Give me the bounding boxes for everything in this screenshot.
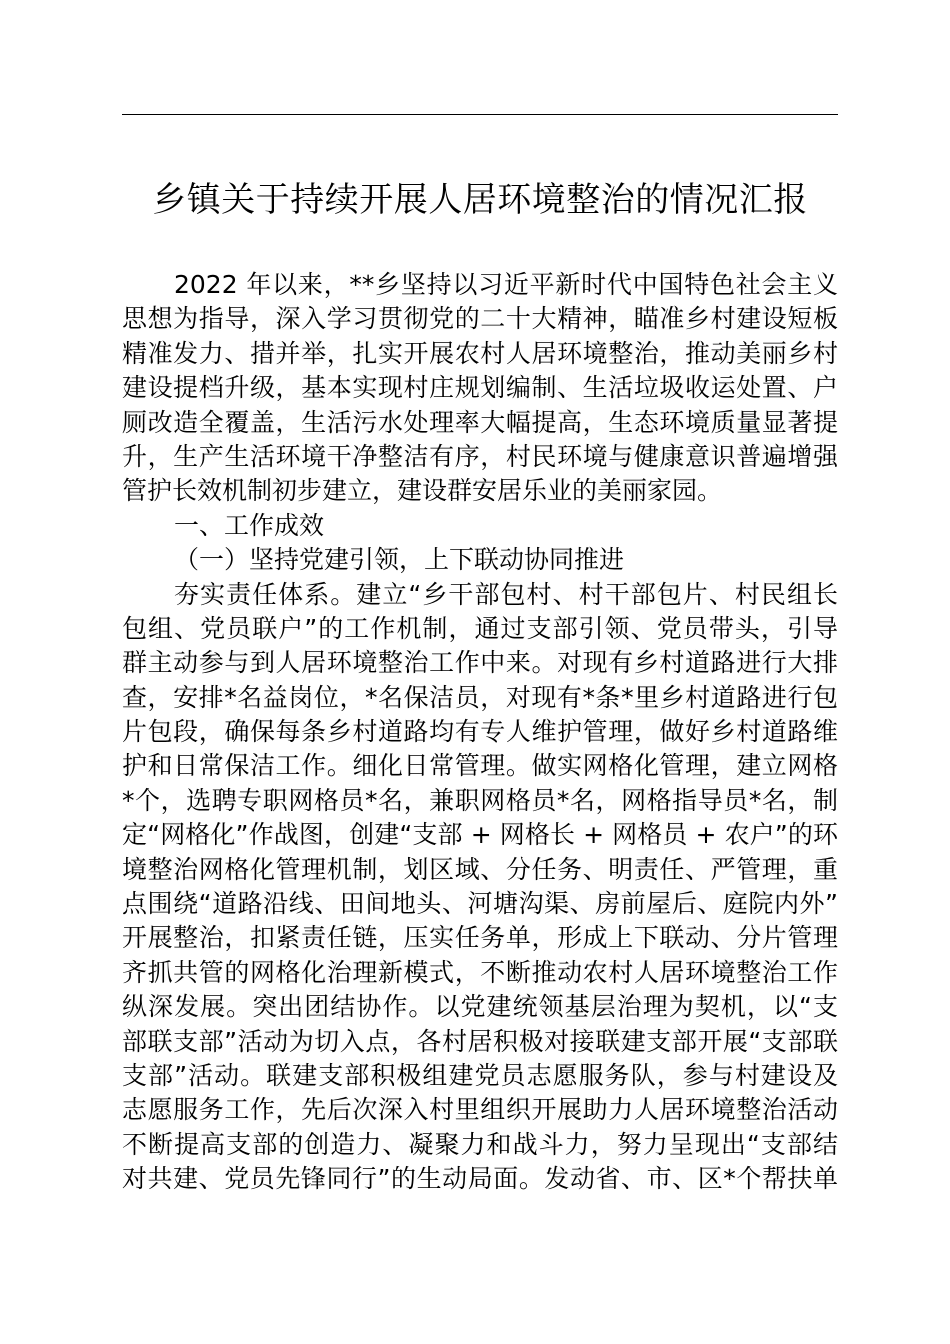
body-line: 纵深发展。突出团结协作。以党建统领基层治理为契机，以“支 bbox=[122, 992, 838, 1022]
body-line: *个，选聘专职网格员*名，兼职网格员*名，网格指导员*名，制 bbox=[122, 785, 838, 815]
body-line: 2022 年以来，**乡坚持以习近平新时代中国特色社会主义 bbox=[174, 270, 838, 299]
body-line: 不断提高支部的创造力、凝聚力和战斗力，努力呈现出“支部结 bbox=[122, 1129, 838, 1159]
document-body bbox=[122, 268, 838, 1197]
body-line: 片包段，确保每条乡村道路均有专人维护管理，做好乡村道路维 bbox=[122, 717, 838, 747]
body-line: 建设提档升级，基本实现村庄规划编制、生活垃圾收运处置、户 bbox=[122, 373, 838, 403]
body-line: 开展整治，扣紧责任链，压实任务单，形成上下联动、分片管理 bbox=[122, 923, 838, 953]
body-line: 查，安排*名益岗位，*名保洁员，对现有*条*里乡村道路进行包 bbox=[122, 682, 838, 712]
body-line: 厕改造全覆盖，生活污水处理率大幅提高，生态环境质量显著提 bbox=[122, 407, 838, 437]
body-line: 护和日常保洁工作。细化日常管理。做实网格化管理，建立网格 bbox=[122, 751, 838, 781]
body-line: 齐抓共管的网格化治理新模式，不断推动农村人居环境整治工作 bbox=[122, 957, 838, 987]
body-line: 对共建、党员先锋同行”的生动局面。发动省、市、区*个帮扶单 bbox=[122, 1164, 838, 1194]
body-line: （一）坚持党建引领，上下联动协同推进 bbox=[174, 545, 625, 575]
body-line: 境整治网格化管理机制，划区域、分任务、明责任、严管理，重 bbox=[122, 854, 838, 884]
body-line: 精准发力、措并举，扎实开展农村人居环境整治，推动美丽乡村 bbox=[122, 338, 838, 368]
body-line: 包组、党员联户”的工作机制，通过支部引领、党员带头，引导 bbox=[122, 613, 838, 643]
body-line: 一、工作成效 bbox=[174, 510, 325, 540]
body-line: 点围绕“道路沿线、田间地头、河塘沟渠、房前屋后、庭院内外” bbox=[122, 889, 838, 919]
body-line: 夯实责任体系。建立“乡干部包村、村干部包片、村民组长 bbox=[174, 579, 838, 609]
header-rule bbox=[122, 114, 838, 115]
body-line: 群主动参与到人居环境整治工作中来。对现有乡村道路进行大排 bbox=[122, 648, 838, 678]
body-line: 升，生产生活环境干净整洁有序，村民环境与健康意识普遍增强 bbox=[122, 441, 838, 471]
body-line: 定“网格化”作战图，创建“支部 + 网格长 + 网格员 + 农户”的环 bbox=[122, 820, 838, 850]
document-title: 乡镇关于持续开展人居环境整治的情况汇报 bbox=[152, 180, 808, 220]
body-line: 部联支部”活动为切入点，各村居积极对接联建支部开展“支部联 bbox=[122, 1026, 838, 1056]
body-line: 管护长效机制初步建立，建设群安居乐业的美丽家园。 bbox=[122, 476, 723, 506]
body-line: 志愿服务工作，先后次深入村里组织开展助力人居环境整治活动 bbox=[122, 1095, 838, 1125]
body-line: 支部”活动。联建支部积极组建党员志愿服务队，参与村建设及 bbox=[122, 1060, 838, 1090]
body-line: 思想为指导，深入学习贯彻党的二十大精神，瞄准乡村建设短板 bbox=[122, 304, 838, 334]
